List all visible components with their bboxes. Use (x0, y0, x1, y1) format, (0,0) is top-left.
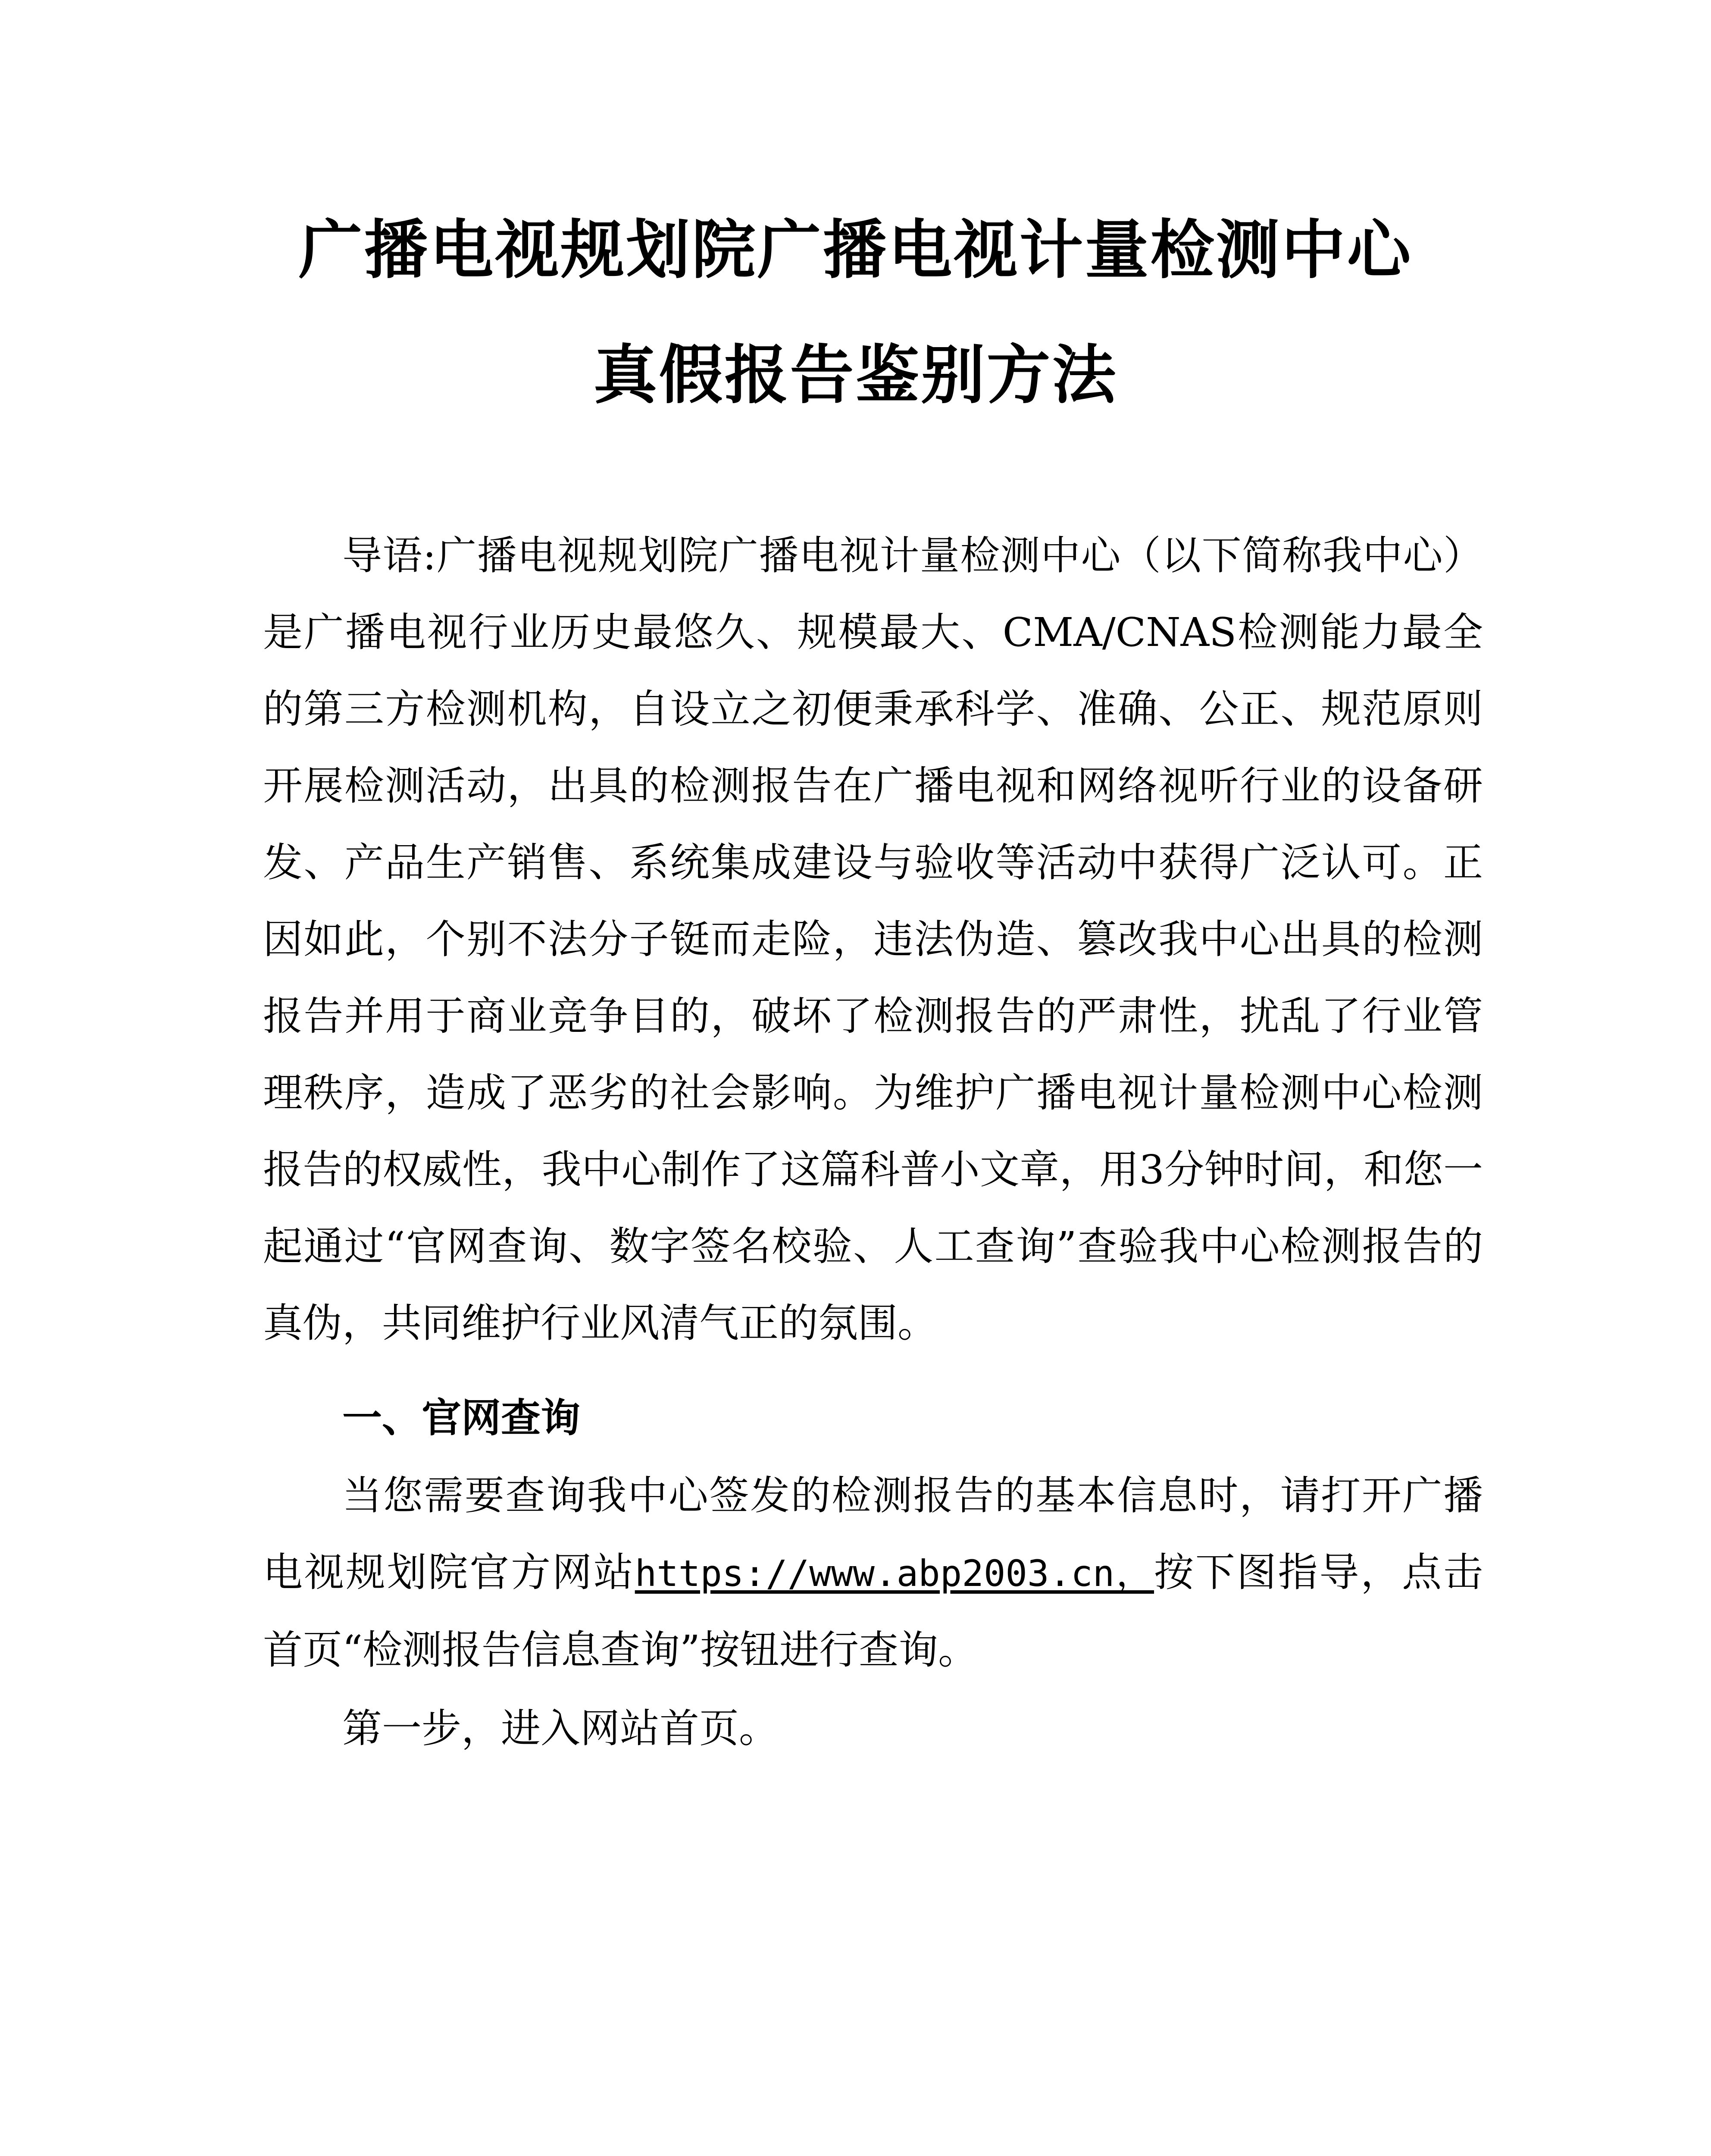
section-1-paragraph (263, 1457, 1483, 1689)
section-1-body (263, 1457, 1483, 1689)
section-heading-official-site: 一、官网查询 (342, 1395, 581, 1441)
document-title-line-1: 广播电视规划院广播电视计量检测中心 (298, 213, 1413, 287)
section-1-text-before-link: 当您需要查询我中心签发的检测报告的基本信息时，请打开广播电视规划院官方网站 (263, 1473, 1483, 1595)
intro-paragraph: 导语:广播电视规划院广播电视计量检测中心（以下简称我中心）是广播电视行业历史最悠久、规模最大、CMA/CNAS检测能力最全的第三方检测机构，自设立之初便秉承科学、准确、公正、规范原则开展检测活动，出具的检测报告在广播电视和网络视听行业的设备研发、产品生产销售、系统集成建设与验收等活动中获得广泛认可。正因如此，个别不法分子铤而走险，违法伪造、篡改我中心出具的检测报告并用于商业竞争目的，破坏了检测报告的严肃性，扰乱了行业管理秩序，造成了恶劣的社会影响。为维护广播电视计量检测中心检测报告的权威性，我中心制作了这篇科普小文章，用3分钟时间，和您一起通过“官网查询、数字签名校验、人工查询”查验我中心检测报告的真伪，共同维护行业风清气正的氛围。 (263, 533, 1483, 1346)
step-1-paragraph: 第一步，进入网站首页。 (342, 1705, 779, 1752)
intro-section (263, 517, 1483, 1362)
step-1-body (263, 1690, 1483, 1767)
official-website-link[interactable]: https://www.abp2003.cn， (635, 1552, 1154, 1595)
document-title-line-2: 真假报告鉴别方法 (593, 338, 1118, 412)
section-1-text-after-link: 按下图指导，点击首页“检测报告信息查询”按钮进行查询。 (263, 1549, 1483, 1673)
